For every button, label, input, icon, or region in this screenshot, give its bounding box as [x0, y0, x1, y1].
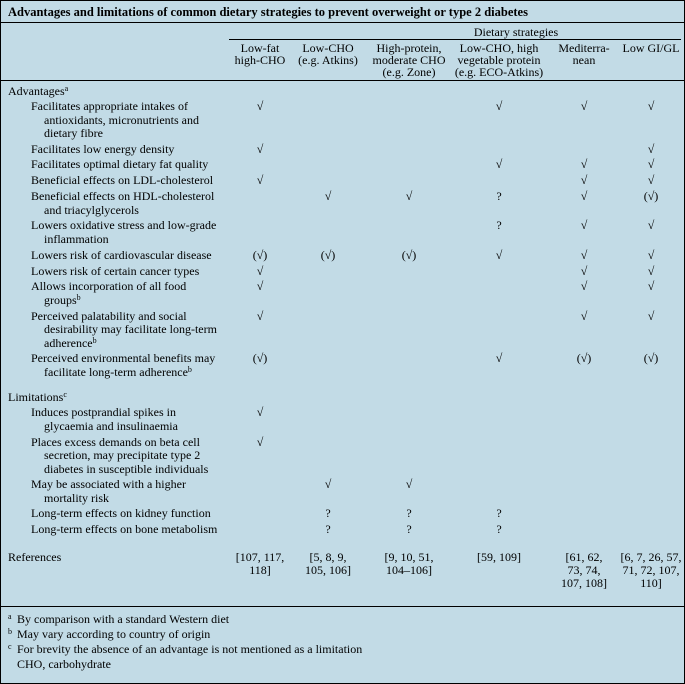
group-header: Dietary strategies	[473, 25, 559, 39]
column-header-line: High-protein,	[376, 41, 442, 55]
cell-mark: √	[647, 247, 655, 262]
cell-mark: ?	[325, 522, 331, 537]
column-header	[364, 42, 454, 78]
cell-mark: √	[580, 247, 588, 262]
row-label-line: mortality risk	[44, 490, 109, 505]
row-label-line: Facilitates appropriate intakes of	[31, 99, 188, 113]
column-header-line: (e.g. Zone)	[382, 65, 436, 79]
cell-mark: √	[256, 263, 264, 278]
cell-mark: ?	[496, 218, 502, 233]
cell-mark: (√)	[252, 351, 268, 366]
row-label-line-wrap	[31, 366, 243, 380]
section-label-text: Limitations	[8, 390, 64, 405]
column-header	[449, 42, 549, 78]
row-label	[31, 406, 243, 433]
cell-mark: ?	[496, 506, 502, 521]
references-label: References	[8, 550, 62, 564]
cell-mark: √	[256, 141, 264, 156]
row-label-line-wrap	[31, 337, 243, 351]
row-label	[31, 249, 243, 263]
cell-mark: √	[580, 173, 588, 188]
cell-mark: ?	[325, 506, 331, 521]
column-header-line: moderate CHO	[372, 53, 446, 67]
reference-cell	[283, 551, 373, 577]
cell-mark: √	[256, 99, 264, 113]
reference-line: [61, 62,	[565, 550, 603, 564]
row-label-line: Facilitates optimal dietary fat quality	[31, 157, 209, 172]
row-label-line: Perceived palatability and social	[31, 308, 187, 323]
row-label-line: Allows incorporation of all food	[31, 279, 187, 294]
column-header	[293, 42, 363, 66]
column-header-line: vegetable protein	[457, 53, 541, 67]
cell-mark: √	[647, 308, 655, 323]
column-header-line: (e.g. Atkins)	[298, 53, 358, 67]
cell-mark: ?	[406, 506, 412, 521]
row-label-line: Induces postprandial spikes in	[31, 405, 176, 420]
footnote-text: For brevity the absence of an advantage is not mentioned as a limitation	[17, 642, 363, 656]
row-label	[31, 523, 243, 537]
cell-mark: √	[647, 99, 655, 113]
row-label	[31, 280, 243, 307]
title-rule	[1, 22, 684, 23]
row-label-line: Places excess demands on beta cell	[31, 434, 200, 449]
section-label-text: Advantages	[8, 84, 65, 98]
column-header	[225, 42, 295, 66]
cell-mark: √	[256, 308, 264, 323]
cell-mark: √	[647, 218, 655, 233]
cell-mark: √	[580, 157, 588, 172]
cell-mark: √	[495, 247, 503, 262]
column-header	[549, 42, 619, 66]
column-header-line: (e.g. ECO-Atkins)	[454, 65, 544, 79]
cell-mark: √	[256, 279, 264, 294]
row-label	[31, 507, 243, 521]
row-label	[31, 478, 243, 505]
footnote	[8, 658, 111, 671]
column-header-line: Low-fat	[240, 41, 280, 55]
cell-mark: √	[647, 263, 655, 278]
column-header	[616, 42, 685, 54]
reference-cell	[454, 551, 544, 564]
row-label-line: May be associated with a higher	[31, 477, 186, 491]
cell-mark: √	[580, 189, 588, 204]
column-header-line: Low GI/GL	[622, 41, 680, 55]
row-label-line: glycaemia and insulinaemia	[44, 418, 178, 433]
cell-mark: √	[324, 477, 332, 491]
cell-mark: √	[647, 157, 655, 172]
footnote: $^c$ For brevity the absence of an advantage is not mentioned as a limitation	[8, 642, 363, 656]
row-label	[31, 219, 243, 246]
reference-cell	[606, 551, 685, 590]
row-label	[31, 436, 243, 477]
reference-line: 73, 74,	[567, 563, 601, 577]
row-label-line: Lowers oxidative stress and low-grade	[31, 218, 217, 233]
row-label-line: secretion, may precipitate type 2	[44, 448, 201, 462]
footnote: $^a$ By comparison with a standard Western diet	[8, 612, 230, 626]
table-title: Advantages and limitations of common dietary strategies to prevent overweight or type 2 diabetes	[8, 5, 528, 19]
reference-line: [9, 10, 51,	[384, 550, 434, 564]
row-label-line: diabetes in susceptible individuals	[44, 461, 209, 476]
row-label-line: Beneficial effects on LDL-cholesterol	[31, 173, 214, 188]
row-label-line-wrap	[31, 294, 243, 308]
row-label-line: adherence	[44, 335, 93, 350]
row-label-line: antioxidants, micronutrients and	[44, 112, 199, 127]
row-label-line: and triacylglycerols	[44, 202, 139, 217]
cell-mark: √	[495, 157, 503, 172]
row-label-line: Long-term effects on bone metabolism	[31, 522, 218, 537]
row-label	[31, 143, 243, 157]
footer-rule	[1, 606, 684, 607]
row-label-line: Beneficial effects on HDL-cholesterol	[31, 189, 215, 204]
reference-cell	[364, 551, 454, 577]
reference-line: 118]	[249, 563, 271, 577]
cell-mark: ?	[496, 522, 502, 537]
row-label-line: desirability may facilitate long-term	[44, 322, 217, 337]
cell-mark: (√)	[401, 247, 417, 262]
cell-mark: √	[256, 434, 264, 449]
row-label-line: groups	[44, 292, 77, 307]
row-label	[31, 310, 243, 351]
cell-mark: ?	[406, 522, 412, 537]
cell-mark: (√)	[576, 351, 592, 366]
cell-mark: √	[405, 189, 413, 204]
row-label	[31, 174, 243, 188]
cell-mark: √	[647, 279, 655, 294]
section-label-sup: c	[63, 390, 67, 400]
section-label-sup: a	[64, 84, 69, 93]
reference-line: 71, 72, 107,	[622, 563, 680, 577]
cell-mark: √	[580, 218, 588, 233]
cell-mark: √	[580, 99, 588, 113]
cell-mark: (√)	[320, 247, 336, 262]
column-header-line: Mediterra-	[558, 41, 610, 55]
cell-mark: √	[405, 477, 413, 491]
cell-mark: √	[256, 405, 264, 420]
cell-mark: √	[647, 173, 655, 188]
row-label-line: dietary fibre	[44, 126, 103, 140]
section-label	[8, 85, 68, 98]
cell-mark: √	[580, 263, 588, 278]
reference-line: [5, 8, 9,	[309, 550, 347, 564]
row-label	[31, 158, 243, 172]
cell-mark: (√)	[252, 247, 268, 262]
column-header-line: Low-CHO	[302, 41, 354, 55]
row-label-sup: b	[187, 364, 192, 374]
row-label-line: Facilitates low energy density	[31, 141, 175, 156]
cell-mark: √	[324, 189, 332, 204]
header-rule	[1, 80, 684, 81]
cell-mark: ?	[496, 189, 502, 204]
footnote-text: CHO, carbohydrate	[17, 657, 111, 671]
cell-mark: √	[495, 99, 503, 113]
reference-line: [107, 117,	[235, 550, 285, 564]
reference-line: [59, 109]	[477, 550, 521, 564]
row-label-sup: b	[92, 335, 97, 345]
cell-mark: √	[647, 141, 655, 156]
footnote: $^b$ May vary according to country of origin	[8, 627, 211, 641]
row-label-line: Perceived environmental benefits may	[31, 351, 216, 366]
reference-line: 110]	[640, 576, 662, 590]
row-label	[31, 190, 243, 217]
row-label-line: Long-term effects on kidney function	[31, 506, 211, 521]
column-header-line: Low-CHO, high	[459, 41, 539, 55]
cell-mark: √	[580, 308, 588, 323]
reference-line: [6, 7, 26, 57,	[620, 550, 682, 564]
reference-line: 105, 106]	[305, 563, 351, 577]
row-label	[31, 352, 243, 379]
row-label-line: inflammation	[44, 231, 109, 246]
row-label	[31, 100, 243, 141]
cell-mark: (√)	[643, 189, 659, 204]
reference-line: 107, 108]	[561, 576, 607, 590]
reference-line: 104–106]	[386, 563, 432, 577]
section-label	[8, 391, 67, 404]
cell-mark: (√)	[643, 351, 659, 366]
cell-mark: √	[256, 173, 264, 188]
row-label-line: Lowers risk of certain cancer types	[31, 263, 200, 278]
cell-mark: √	[495, 351, 503, 366]
column-header-line: nean	[572, 53, 596, 67]
row-label-sup: b	[76, 292, 81, 302]
column-header-line: high-CHO	[234, 53, 286, 67]
row-label-line: facilitate long-term adherence	[44, 364, 188, 379]
row-label	[31, 265, 243, 279]
group-header-rule	[229, 39, 681, 40]
row-label-line: Lowers risk of cardiovascular disease	[31, 247, 212, 262]
footnote-text: By comparison with a standard Western diet	[17, 612, 230, 626]
cell-mark: √	[580, 279, 588, 294]
footnote-text: May vary according to country of origin	[17, 627, 211, 641]
